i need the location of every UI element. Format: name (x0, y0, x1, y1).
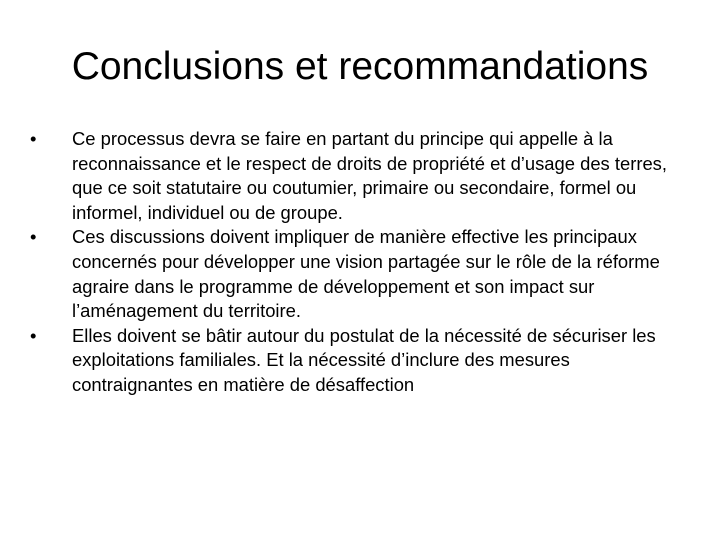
bullet-dot-icon: • (30, 128, 37, 149)
bullet-dot-icon: • (30, 226, 37, 248)
bullet-item (30, 225, 670, 323)
bullet-list (30, 127, 670, 398)
bullet-dot-icon: • (30, 324, 37, 346)
slide-title: Conclusions et recommandations (71, 45, 649, 88)
bullet-text: Ce processus devra se faire en partant du principe qui appelle à la reconnaissance et le respect de droits de propriété et d’usage des terres, que ce soit statutaire ou coutumier, primaire ou secondaire, formel ou informel, individuel ou de groupe. (72, 128, 667, 223)
bullet-item (30, 324, 670, 398)
bullet-text: Elles doivent se bâtir autour du postulat de la nécessité de sécuriser les exploitations familiales. Et la nécessité d’inclure des mesures contraignantes en matière de désaffection (72, 324, 656, 395)
bullet-text: Ces discussions doivent impliquer de manière effective les principaux concernés pour développer une vision partagée sur le rôle de la réforme agraire dans le programme de développement et son impact sur l’aménagement du territoire. (72, 226, 660, 322)
bullet-item (30, 127, 670, 225)
